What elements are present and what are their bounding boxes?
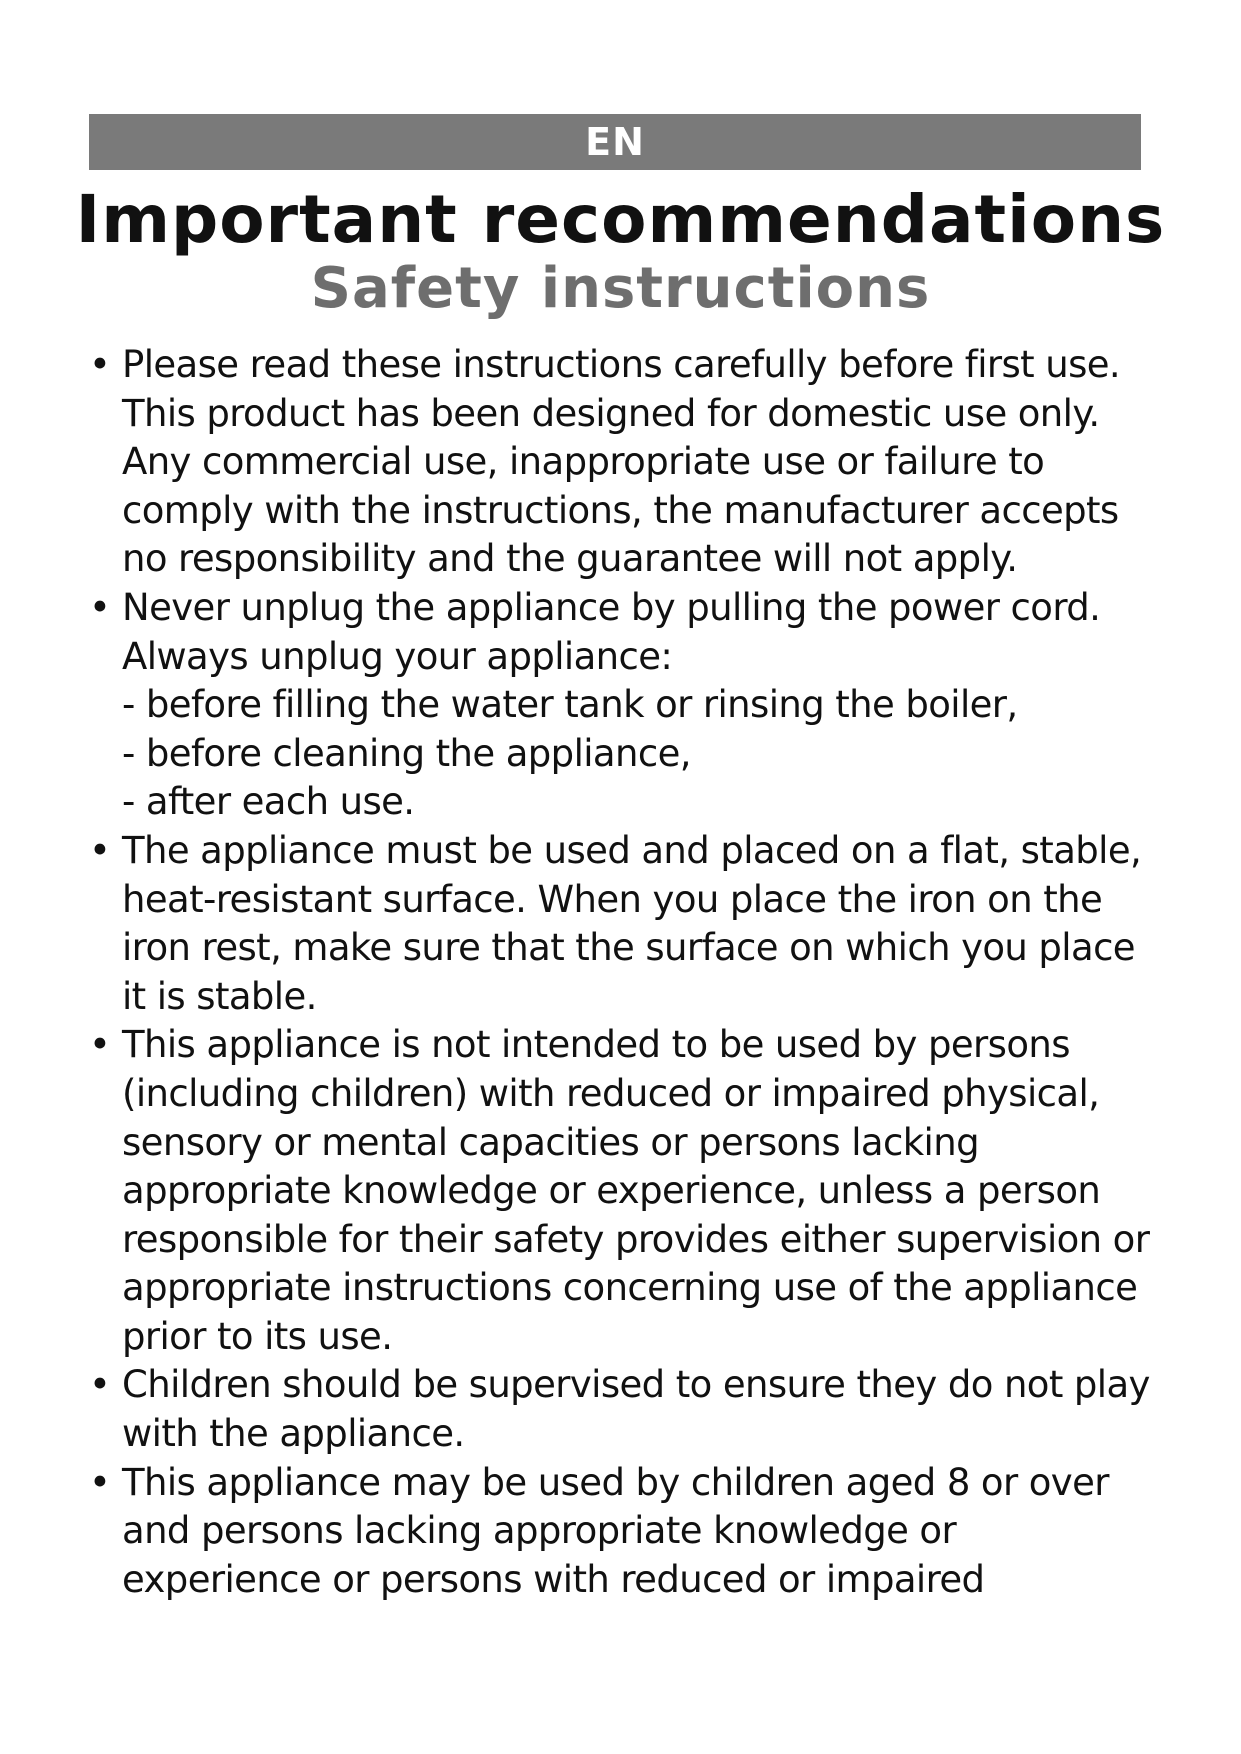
- page-title: Important recommendations: [75, 181, 1166, 258]
- bullet-icon: •: [89, 1023, 111, 1067]
- instruction-line: appropriate knowledge or experience, unless a person: [122, 1169, 1101, 1213]
- instruction-line: Please read these instructions carefully before first use.: [122, 343, 1121, 386]
- instruction-line: (including children) with reduced or impaired physical,: [122, 1071, 1100, 1115]
- language-bar: [89, 114, 1141, 170]
- bullet-icon: •: [89, 343, 111, 386]
- instruction-line: comply with the instructions, the manufacturer accepts: [122, 488, 1119, 532]
- instructions-list: [89, 341, 1169, 1604]
- instruction-line: iron rest, make sure that the surface on which you place: [122, 926, 1135, 970]
- bullet-icon: •: [89, 1460, 111, 1504]
- instruction-line: sensory or mental capacities or persons lacking: [122, 1120, 979, 1164]
- instruction-line: heat-resistant surface. When you place the iron on the: [122, 877, 1103, 921]
- instruction-line: responsible for their safety provides either supervision or: [122, 1217, 1150, 1261]
- instruction-line: Always unplug your appliance:: [122, 634, 673, 678]
- instruction-line: with the appliance.: [122, 1412, 465, 1456]
- instruction-line: - before cleaning the appliance,: [122, 731, 691, 775]
- instruction-item: [89, 584, 1169, 827]
- instruction-line: Children should be supervised to ensure they do not play: [122, 1363, 1150, 1407]
- instruction-line: - before filling the water tank or rinsing the boiler,: [122, 683, 1018, 727]
- instruction-item: [89, 341, 1169, 584]
- instruction-line: This appliance may be used by children aged 8 or over: [122, 1460, 1109, 1504]
- instruction-line: Any commercial use, inappropriate use or failure to: [122, 440, 1045, 484]
- bullet-icon: •: [89, 585, 111, 629]
- instruction-item: [89, 1361, 1169, 1458]
- instruction-line: it is stable.: [122, 974, 317, 1018]
- instruction-item: [89, 1459, 1169, 1605]
- instruction-item: [89, 827, 1169, 1021]
- bullet-icon: •: [89, 1363, 111, 1407]
- language-label: EN: [585, 120, 645, 164]
- instruction-line: no responsibility and the guarantee will not apply.: [122, 537, 1018, 581]
- instruction-line: prior to its use.: [122, 1314, 393, 1358]
- instruction-line: experience or persons with reduced or impaired: [122, 1557, 985, 1601]
- instruction-line: and persons lacking appropriate knowledge or: [122, 1509, 957, 1553]
- instruction-line: This product has been designed for domestic use only.: [122, 391, 1100, 435]
- instruction-line: The appliance must be used and placed on a flat, stable,: [122, 828, 1142, 872]
- bullet-icon: •: [89, 828, 111, 872]
- instruction-line: This appliance is not intended to be used by persons: [122, 1023, 1070, 1067]
- page-subtitle: Safety instructions: [310, 256, 931, 321]
- instruction-line: Never unplug the appliance by pulling the power cord.: [122, 585, 1101, 629]
- instruction-line: appropriate instructions concerning use of the appliance: [122, 1266, 1138, 1310]
- instruction-item: [89, 1021, 1169, 1361]
- instruction-line: - after each use.: [122, 780, 415, 824]
